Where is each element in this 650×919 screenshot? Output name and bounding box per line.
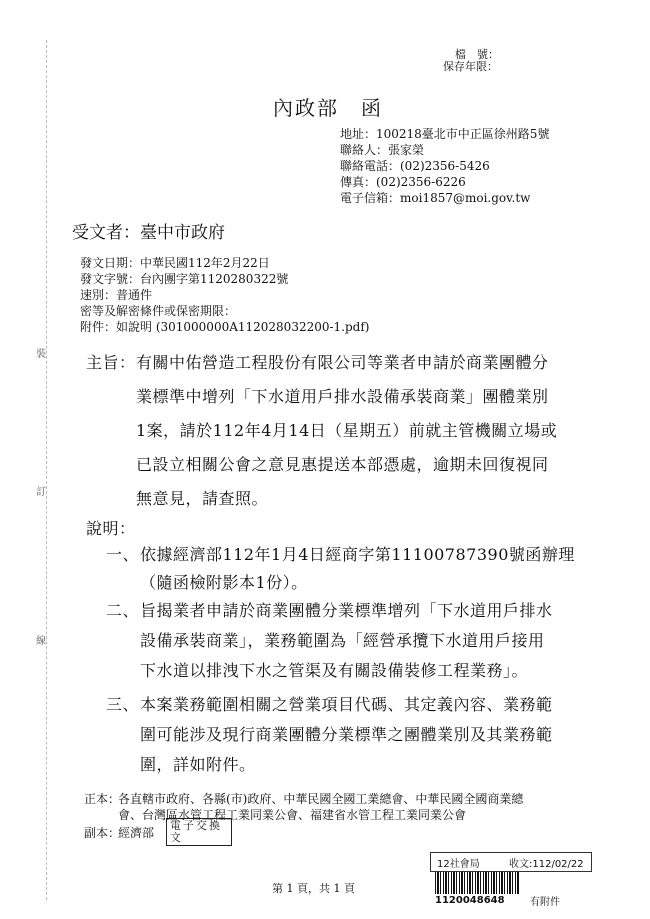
subject-line: 已設立相關公會之意見惠提送本部憑處，逾期未回復視同 [136,455,549,474]
retention-label: 保存年限： [443,60,498,73]
explanation-line: 設備承裝商業」，業務範圍為「經營承攬下水道用戶接用 [140,631,545,650]
receipt-office: 12社會局 [437,859,480,870]
explanation-line: 圍，詳如附件。 [140,755,256,774]
subject-line: 無意見，請查照。 [136,489,269,508]
explanation-number: 一、 [106,545,140,564]
margin-mark-line: 線 [36,636,46,647]
file-no-label: 檔 號： [455,48,499,61]
explanation-line: 本案業務範圍相關之營業項目代碼、其定義內容、業務範 [140,695,553,714]
subject-line: 1案，請於112年4月14日（星期五）前就主管機關立場或 [136,421,558,440]
page-number: 第 1 頁，共 1 頁 [272,882,355,895]
barcode [435,872,520,894]
electronic-exchange-stamp: 電子交換文 [166,818,232,846]
receipt-date: 收文:112/02/22 [509,859,584,870]
secrecy-level: 密等及解密條件或保密期限： [80,304,237,318]
explanation-line: 圍可能涉及現行商業團體分業標準之團體業別及其業務範 [140,725,553,744]
sender-address: 地址：100218臺北市中正區徐州路5號 [340,127,550,141]
explanation-line: （隨函檢附影本1份）。 [140,573,308,592]
cc-recipient: 經濟部 [118,826,155,840]
subject-line: 有關中佑營造工程股份有限公司等業者申請於商業團體分 [136,353,549,372]
attachment-flag: 有附件 [530,897,560,908]
explanation-label: 說明： [86,519,136,538]
explanation-line: 依據經濟部112年1月4日經商字第11100787390號函辦理 [140,545,575,564]
attachment-info: 附件：如說明 (301000000A112028032200-1.pdf) [80,320,370,334]
binding-margin-line [46,40,47,900]
explanation-number: 二、 [106,601,140,620]
sender-phone: 聯絡電話：(02)2356-5426 [340,159,490,173]
main-copy-recipients: 會、台灣區水管工程工業同業公會、福建省水管工程工業同業公會 [118,808,467,822]
document-number: 發文字號：台內團字第1120280322號 [80,272,289,286]
issue-date: 發文日期：中華民國112年2月22日 [80,256,270,270]
sender-fax: 傳真：(02)2356-6226 [340,175,466,189]
subject-line: 業標準中增列「下水道用戶排水設備承裝商業」團體業別 [136,387,549,406]
explanation-line: 下水道以排洩下水之管渠及有關設備裝修工程業務」。 [140,661,529,680]
sender-email: 電子信箱：moi1857@moi.gov.tw [340,191,531,205]
main-copy-label: 正本： [84,792,121,806]
margin-mark-staple: 訂 [36,487,46,498]
sender-contact: 聯絡人：張家榮 [340,143,425,157]
barcode-number: 1120048648 [435,895,505,906]
explanation-line: 旨揭業者申請於商業團體分業標準增列「下水道用戶排水 [140,601,553,620]
cc-label: 副本： [84,826,121,840]
recipient: 受文者：臺中市政府 [72,223,225,243]
receipt-box [430,852,592,872]
explanation-number: 三、 [106,695,140,714]
delivery-speed: 速別：普通件 [80,288,153,302]
subject-label: 主旨： [86,353,136,372]
main-copy-recipients: 各直轄市政府、各縣(市)政府、中華民國全國工業總會、中華民國全國商業總 [118,792,524,806]
document-title: 內政部 函 [273,96,383,120]
margin-mark-bind: 裝 [36,349,46,360]
